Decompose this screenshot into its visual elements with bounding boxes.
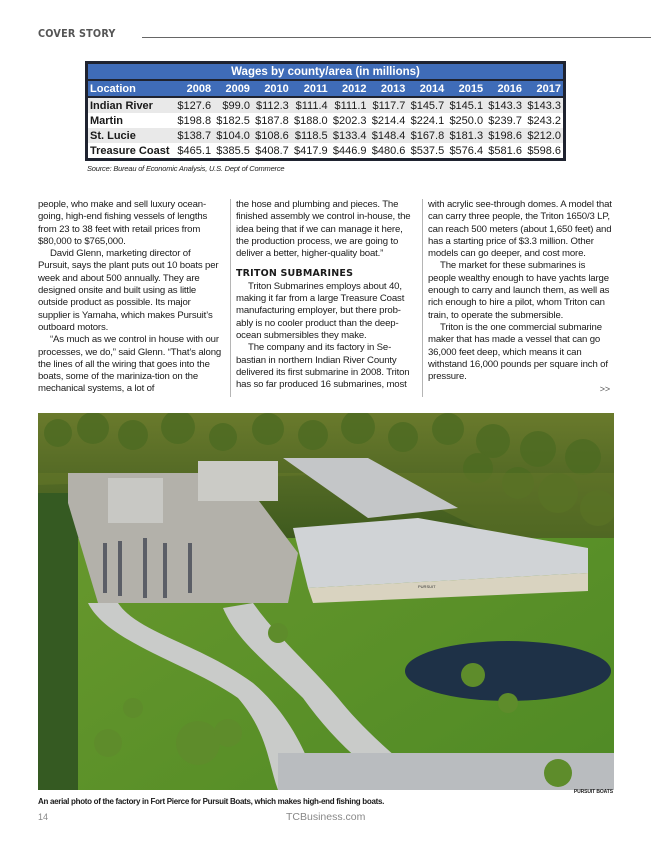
column-header-year: 2008 xyxy=(174,80,213,97)
paragraph: the hose and plumbing and pieces. The finished assembly we control in-house, the idea being that if we can manage it here, the production process, we are going to deliver a better, higher-quality boat.” xyxy=(236,199,411,260)
row-location: St. Lucie xyxy=(87,128,175,143)
table-title: Wages by county/area (in millions) xyxy=(87,63,565,81)
column-header-year: 2010 xyxy=(252,80,291,97)
table-row xyxy=(87,143,565,160)
table-row xyxy=(87,113,565,128)
wages-table-container xyxy=(85,61,566,173)
building-sign: PURSUIT xyxy=(418,584,436,589)
paragraph: with acrylic see-through domes. A model that can carry three people, the Triton 1650/3 LP, can reach 500 meters (about 1,650 feet) and has a starting price of $3.3 million. Other models can go deeper, and cost more. xyxy=(428,199,612,260)
table-row xyxy=(87,97,565,113)
section-label: COVER STORY xyxy=(38,28,116,40)
paragraph: “As much as we control in house with our processes, we do,” said Glenn. “That’s along the lines of all the wiring that goes into the boats, some of the mariniza-tion on the mechanical systems, a lot of xyxy=(38,334,222,395)
wage-cell: $581.6 xyxy=(485,143,524,160)
subheading: TRITON SUBMARINES xyxy=(236,268,354,280)
row-location: Treasure Coast xyxy=(87,143,175,160)
wage-cell: $133.4 xyxy=(330,128,369,143)
paragraph xyxy=(428,322,614,383)
column-header-year: 2011 xyxy=(291,80,330,97)
wage-cell: $148.4 xyxy=(369,128,408,143)
continue-arrow-icon: >> xyxy=(599,384,610,395)
wage-cell: $202.3 xyxy=(330,113,369,128)
wage-cell: $145.7 xyxy=(407,97,446,113)
wage-cell: $576.4 xyxy=(446,143,485,160)
table-source: Source: Bureau of Economic Analysis, U.S. Dept of Commerce xyxy=(87,164,285,173)
tree-line-left xyxy=(38,493,78,790)
column-header-year: 2015 xyxy=(446,80,485,97)
column-header-year: 2017 xyxy=(524,80,565,97)
wage-cell: $224.1 xyxy=(407,113,446,128)
page-number: 14 xyxy=(38,812,49,822)
paragraph: people, who make and sell luxury ocean-going, high-end fishing vessels of lengths from 23 to 38 feet with retail prices from $80,000 to $765,000. xyxy=(38,199,208,247)
wage-cell: $143.3 xyxy=(485,97,524,113)
article-column-3 xyxy=(422,199,614,397)
site-name: TCBusiness.com xyxy=(286,811,366,823)
wage-cell: $408.7 xyxy=(252,143,291,160)
wage-cell: $112.3 xyxy=(252,97,291,113)
column-header-location: Location xyxy=(87,80,175,97)
paragraph: David Glenn, marketing director of Pursuit, says the plant puts out 10 boats per week and about 500 annually. They are designed onsite and built using as little outside product as possible. Its major supplier is Yamaha, which makes Pursuit’s outboard motors. xyxy=(38,248,219,333)
wage-cell: $181.3 xyxy=(446,128,485,143)
wage-cell: $138.7 xyxy=(174,128,213,143)
wage-cell: $480.6 xyxy=(369,143,408,160)
paragraph-text: Triton is the one commercial submarine maker that has made a vessel that can go 36,000 feet deep, which means it can withstand 16,000 pounds per square inch of pressure. xyxy=(428,321,608,383)
section-divider xyxy=(142,37,651,38)
wage-cell: $198.8 xyxy=(174,113,213,128)
wage-cell: $104.0 xyxy=(213,128,252,143)
wage-cell: $127.6 xyxy=(174,97,213,113)
row-location: Indian River xyxy=(87,97,175,113)
mid-building xyxy=(198,461,278,501)
table-header-row xyxy=(87,80,565,97)
pond xyxy=(405,641,611,701)
column-header-year: 2012 xyxy=(330,80,369,97)
wage-cell: $145.1 xyxy=(446,97,485,113)
wage-cell: $537.5 xyxy=(407,143,446,160)
aerial-photo-illustration xyxy=(38,413,614,790)
column-header-year: 2013 xyxy=(369,80,408,97)
wage-cell: $446.9 xyxy=(330,143,369,160)
article-column-1 xyxy=(38,199,230,397)
wage-cell: $598.6 xyxy=(524,143,565,160)
wage-cell: $182.5 xyxy=(213,113,252,128)
wage-cell: $99.0 xyxy=(213,97,252,113)
wage-cell: $143.3 xyxy=(524,97,565,113)
wage-cell: $108.6 xyxy=(252,128,291,143)
wages-table xyxy=(85,61,566,161)
section-header xyxy=(38,26,651,42)
column-header-year: 2009 xyxy=(213,80,252,97)
wage-cell: $188.0 xyxy=(291,113,330,128)
article-column-2 xyxy=(230,199,422,397)
paragraph: The market for these submarines is people wealthy enough to have yachts large enough to carry and launch them, as well as rich enough to hire a pilot, whom Triton can train, to operate the submersible. xyxy=(428,260,610,321)
wage-cell: $118.5 xyxy=(291,128,330,143)
wage-cell: $385.5 xyxy=(213,143,252,160)
wage-cell: $111.1 xyxy=(330,97,369,113)
paragraph: The company and its factory in Se-bastian in northern Indian River County delivered its first submarine in 2008. Triton has so far produced 16 submarines, most xyxy=(236,342,410,391)
table-body xyxy=(87,97,565,160)
wage-cell: $198.6 xyxy=(485,128,524,143)
wage-cell: $117.7 xyxy=(369,97,408,113)
small-building xyxy=(108,478,163,523)
wage-cell: $243.2 xyxy=(524,113,565,128)
table-row xyxy=(87,128,565,143)
wage-cell: $250.0 xyxy=(446,113,485,128)
photo-caption: An aerial photo of the factory in Fort Pierce for Pursuit Boats, which makes high-end fishing boats. xyxy=(38,797,385,806)
wage-cell: $214.4 xyxy=(369,113,408,128)
column-header-year: 2014 xyxy=(407,80,446,97)
aerial-factory-photo xyxy=(38,413,614,790)
article-body xyxy=(38,199,614,397)
wage-cell: $465.1 xyxy=(174,143,213,160)
wage-cell: $187.8 xyxy=(252,113,291,128)
paragraph: Triton Submarines employs about 40, making it far from a large Treasure Coast manufacturing employer, but there prob-ably is no cooler product than the deep-ocean submersibles they make. xyxy=(236,280,405,341)
wage-cell: $212.0 xyxy=(524,128,565,143)
row-location: Martin xyxy=(87,113,175,128)
wage-cell: $167.8 xyxy=(407,128,446,143)
wage-cell: $239.7 xyxy=(485,113,524,128)
photo-credit: PURSUIT BOATS xyxy=(573,789,613,795)
wage-cell: $111.4 xyxy=(291,97,330,113)
wage-cell: $417.9 xyxy=(291,143,330,160)
column-header-year: 2016 xyxy=(485,80,524,97)
